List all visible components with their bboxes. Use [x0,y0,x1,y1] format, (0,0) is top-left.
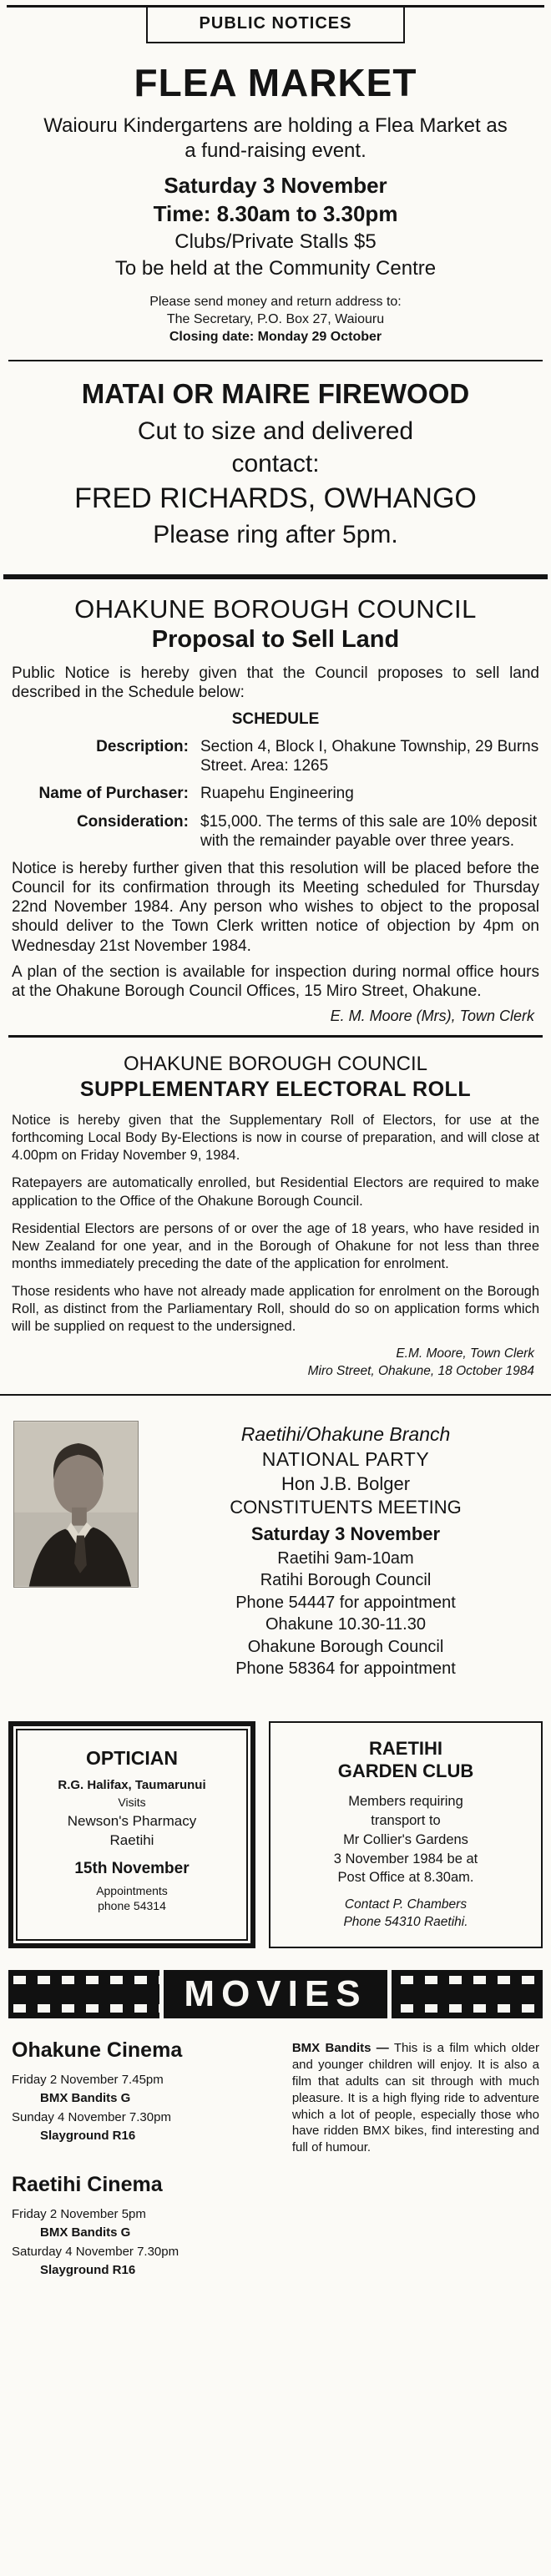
cinema-film-line: Slayground R16 [40,2129,136,2144]
optician-date: 15th November [74,1859,190,1877]
electoral-sig-address: Miro Street, Ohakune, 18 October 1984 [307,1364,534,1379]
classified-boxes-row [0,1705,551,1962]
electoral-para1: Notice is hereby given that the Supplementary Roll of Electors, for use at the forthcoming Local Body By-Elections is now in course of preparation, and will close at 4.00pm on Friday November 9, 1984. [12,1113,539,1164]
film-review-lead: BMX Bandits — [291,2040,389,2055]
ad-national-party [0,1394,551,1705]
garden-club-contact-line2: Phone 54310 Raetihi. [343,1915,468,1930]
cinema-listings [12,2038,279,2307]
garden-club-title-line2: GARDEN CLUB [337,1760,474,1781]
firewood-line1: Cut to size and delivered [137,417,414,445]
optician-visits: Visits [118,1796,146,1810]
electoral-para4: Those residents who have not already made application for enrolment on the Borough Roll, as distinct from the Parliamentary Roll, should do so on application forms which will be supplied on request to the undersigned. [12,1283,539,1335]
optician-title: OPTICIAN [86,1747,178,1770]
sell-land-schedule-heading: SCHEDULE [231,710,320,728]
garden-club-title-line1: RAETIHI [369,1738,442,1760]
firewood-title: MATAI OR MAIRE FIREWOOD [81,377,470,409]
sell-land-para2: A plan of the section is available for inspection during normal office hours at the Ohakune Borough Council Offices, 15 Miro Street, Ohakune. [12,962,539,1000]
portrait-photo [13,1421,139,1588]
electoral-signature [12,1346,539,1381]
cinema-film-line: BMX Bandits G [40,2225,131,2240]
cinema-name: Raetihi Cinema [12,2172,163,2196]
film-review [292,2038,539,2307]
cinema-session-line: Saturday 4 November 7.30pm [12,2244,179,2259]
schedule-value: $15,000. The terms of this sale are 10% deposit with the remainder payable over three years. [200,812,538,850]
optician-name: R.G. Halifax, Taumarunui [58,1778,206,1793]
garden-club-body-line: transport to [371,1812,441,1828]
schedule-label: Consideration: [76,812,189,831]
electoral-para2: Ratepayers are automatically enrolled, but Residential Electors are required to make application to the Office of the Ohakune Borough Council. [12,1175,539,1209]
schedule-value: Ruapehu Engineering [200,785,354,803]
optician-appointments: Appointments [96,1883,168,1897]
masthead [7,5,544,43]
schedule-label: Description: [96,738,189,755]
national-party-text [150,1421,541,1679]
national-party-line: Phone 54447 for appointment [235,1593,456,1612]
sell-land-signature: E. M. Moore (Mrs), Town Clerk [330,1008,534,1025]
cinema-session-line: Friday 2 November 7.45pm [12,2072,164,2087]
film-review-text: This is a film which older and younger children will enjoy. It is also a film that adults can sit through with much pleasure. It is a high flying ride to adventure which a lot of people, especially those who have ridden BMX bikes, find interesting and full of humour. [291,2040,539,2155]
national-party-line: Ohakune 10.30-11.30 [265,1615,426,1634]
cinema-block-ohakune [12,2038,279,2146]
firewood-line2: contact: [231,449,320,477]
schedule-value: Section 4, Block I, Ohakune Township, 29 Burns Street. Area: 1265 [200,738,539,775]
cinema-session-line: Friday 2 November 5pm [12,2206,146,2221]
flea-market-intro: Waiouru Kindergartens are holding a Flea Market as a fund-raising event. [43,114,508,162]
flea-market-time: Time: 8.30am to 3.30pm [153,200,398,226]
cinema-film-line: Slayground R16 [40,2263,136,2278]
sell-land-council: OHAKUNE BOROUGH COUNCIL [74,593,477,624]
national-party-date: Saturday 3 November [250,1523,441,1545]
ad-optician-inner [16,1729,248,1940]
flea-market-title: FLEA MARKET [134,61,417,104]
national-party-line: Ratihi Borough Council [260,1571,432,1590]
garden-club-contact [279,1896,533,1932]
schedule-label: Name of Purchaser: [38,785,189,803]
flea-market-send-line1: Please send money and return address to: [149,295,402,310]
sell-land-para1: Notice is hereby further given that this resolution will be placed before the Council for its confirmation through its Meeting scheduled for Thursday 22nd November 1984. Any person who wishes to object to the proposal should deliver to the Town Clerk written notice of objection by 4pm on Wednesday 21st November 1984. [12,859,539,955]
garden-club-contact-line1: Contact P. Chambers [344,1897,468,1912]
national-party-line: Raetihi 9am-10am [277,1549,414,1568]
garden-club-body-line: Mr Collier's Gardens [343,1831,468,1847]
garden-club-body-line: Post Office at 8.30am. [337,1870,474,1886]
cinema-film-line: BMX Bandits G [40,2091,131,2106]
garden-club-body [279,1792,533,1887]
schedule-row [12,737,539,775]
firewood-line3: Please ring after 5pm. [153,520,398,548]
page-title: PUBLIC NOTICES [146,8,406,43]
garden-club-body-line: 3 November 1984 be at [333,1851,478,1866]
cinema-session-line: Sunday 4 November 7.30pm [12,2109,171,2124]
schedule-row [12,784,539,803]
ad-garden-club [269,1721,543,1947]
cinema-name: Ohakune Cinema [12,2038,183,2062]
sell-land-title: Proposal to Sell Land [151,625,400,653]
movies-banner [8,1970,543,2018]
electoral-council: OHAKUNE BOROUGH COUNCIL [123,1053,428,1076]
movies-section [0,2020,551,2332]
flea-market-send-line2: The Secretary, P.O. Box 27, Waiouru [166,312,385,327]
notice-firewood [0,361,551,574]
cinema-lines [12,2071,279,2146]
flea-market-date: Saturday 3 November [164,173,387,198]
cinema-lines [12,2205,279,2281]
flea-market-stalls: Clubs/Private Stalls $5 [174,230,377,253]
national-party-branch: Raetihi/Ohakune Branch [240,1423,451,1446]
sell-land-intro: Public Notice is hereby given that the Council proposes to sell land described in the Schedule below: [12,664,539,701]
optician-place1: Newson's Pharmacy [67,1813,197,1830]
optician-phone: phone 54314 [98,1898,166,1912]
notice-electoral-roll [0,1038,551,1394]
firewood-contact-name: FRED RICHARDS, OWHANGO [74,482,477,514]
notice-flea-market [0,43,551,360]
flea-market-venue: To be held at the Community Centre [114,256,437,280]
flea-market-closing-date: Closing date: Monday 29 October [169,329,382,344]
national-party-line: Phone 58364 for appointment [235,1659,456,1679]
schedule-row [12,812,539,851]
movies-banner-title: MOVIES [159,1970,391,2018]
optician-place2: Raetihi [109,1831,154,1848]
notice-sell-land [0,579,551,1035]
national-party-line: Ohakune Borough Council [247,1637,444,1656]
national-party-name: NATIONAL PARTY [261,1448,430,1470]
cinema-block-raetihi [12,2173,279,2281]
electoral-title: SUPPLEMENTARY ELECTORAL ROLL [79,1078,472,1102]
national-party-speaker: Hon J.B. Bolger [281,1472,411,1494]
national-party-meeting: CONSTITUENTS MEETING [230,1497,462,1518]
electoral-para3: Residential Electors are persons of or over the age of 18 years, who have resided in New Zealand for one year, and in the Borough of Ohakune for not less than three months immediately preceding the date of the application for enrolment. [12,1220,539,1271]
garden-club-body-line: Members requiring [348,1794,463,1810]
ad-optician [8,1721,255,1947]
flea-market-postal-info [12,294,539,346]
electoral-sig-name: E.M. Moore, Town Clerk [396,1346,534,1361]
